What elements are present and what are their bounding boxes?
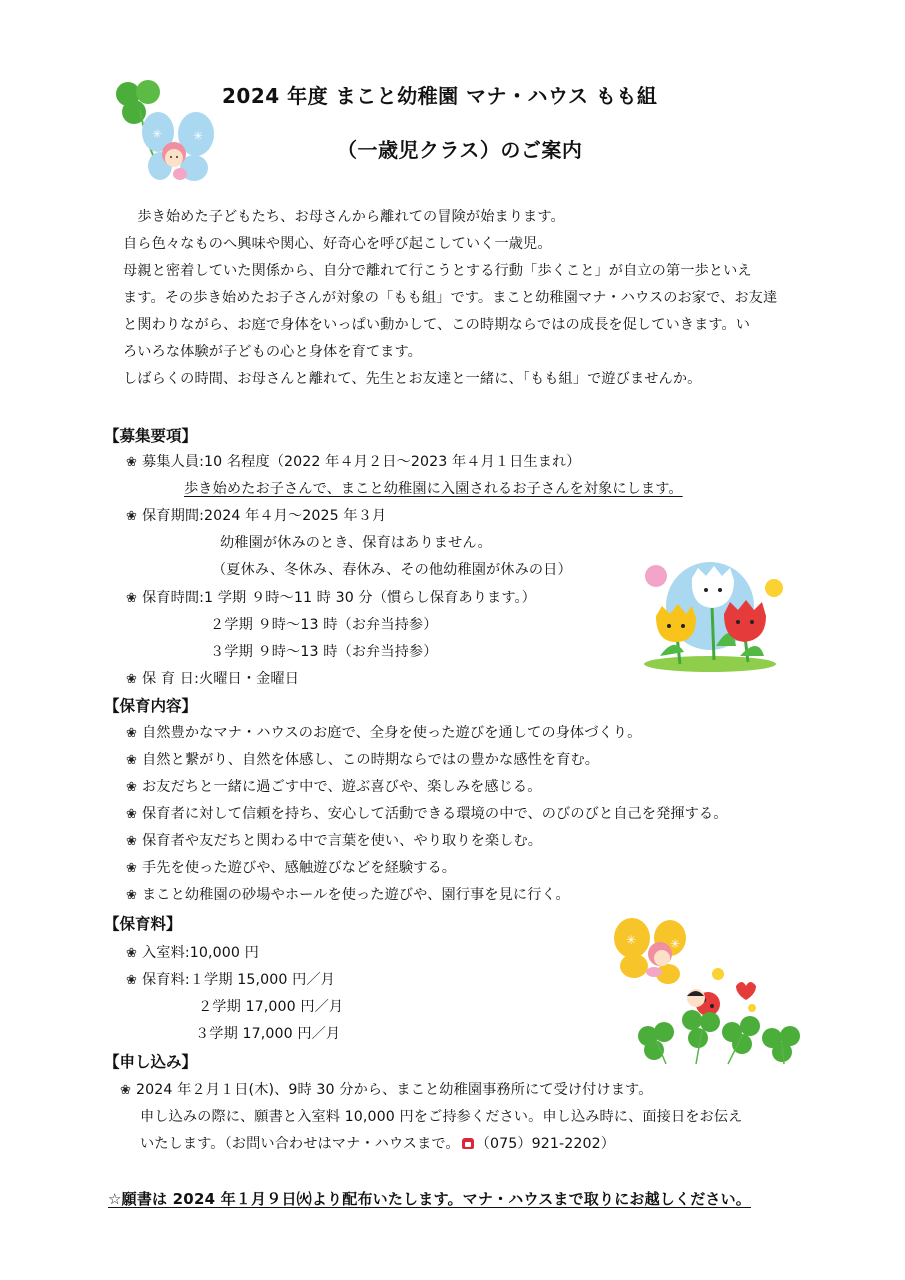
- section-heading-content: 【保育内容】: [104, 697, 198, 715]
- content-list-item: ❀ まこと幼稚園の砂場やホールを使った遊びや、園行事を見に行く。: [126, 882, 728, 909]
- section-heading-fees: 【保育料】: [104, 915, 182, 933]
- svg-text:✳: ✳: [193, 129, 204, 143]
- flower-bullet-icon: ❀: [126, 807, 137, 822]
- recruitment-hours-term3: ３学期 ９時～13 時（お弁当持参）: [210, 644, 438, 660]
- flower-bullet-icon: ❀: [126, 780, 137, 795]
- phone-number: （075）921-2202）: [475, 1136, 616, 1152]
- clover-butterfly-illustration: [108, 74, 218, 186]
- tulips-illustration: [640, 556, 785, 674]
- flower-bullet-icon: ❀: [126, 455, 137, 470]
- flower-bullet-icon: ❀: [126, 753, 137, 768]
- flower-bullet-icon: ❀: [120, 1083, 131, 1098]
- section-heading-recruitment: 【募集要項】: [104, 427, 198, 445]
- flower-bullet-icon: ❀: [126, 973, 137, 988]
- svg-text:✳: ✳: [670, 937, 681, 951]
- flower-bullet-icon: ❀: [126, 509, 137, 524]
- butterfly-ladybug-illustration: [608, 908, 803, 1068]
- intro-line: 歩き始めた子どもたち、お母さんから離れての冒険が始まります。: [123, 209, 565, 225]
- intro-line: しばらくの時間、お母さんと離れて、先生とお友達と一緒に、「もも組」で遊びませんか。: [123, 371, 702, 387]
- fees-tuition: ❀ 保育料:１学期 15,000 円／月: [126, 967, 335, 994]
- content-list: [126, 720, 728, 909]
- svg-text:✳: ✳: [626, 933, 637, 947]
- application-form-notice: ☆願書は 2024 年１月９日㈫より配布いたします。マナ・ハウスまで取りにお越しください。: [108, 1190, 751, 1208]
- intro-paragraph: [123, 204, 777, 393]
- content-list-item: ❀ 保育者に対して信頼を持ち、安心して活動できる環境の中で、のびのびと自己を発揮する。: [126, 801, 728, 828]
- content-list-item: ❀ 自然豊かなマナ・ハウスのお庭で、全身を使った遊びを通しての身体づくり。: [126, 720, 728, 747]
- recruitment-period: ❀ 保育期間:2024 年４月～2025 年３月: [126, 503, 386, 530]
- flower-bullet-icon: ❀: [126, 834, 137, 849]
- application-date: ❀ 2024 年２月１日(木)、9時 30 分から、まこと幼稚園事務所にて受け付けます。: [120, 1077, 652, 1104]
- intro-line: 母親と密着していた関係から、自分で離れて行こうとする行動「歩くこと」が自立の第一歩といえ: [123, 263, 752, 279]
- content-list-item: ❀ 自然と繋がり、自然を体感し、この時期ならではの豊かな感性を育む。: [126, 747, 728, 774]
- section-heading-application: 【申し込み】: [104, 1053, 198, 1071]
- recruitment-hours: ❀ 保育時間:1 学期 ９時～11 時 30 分（慣らし保育あります。）: [126, 585, 536, 612]
- content-list-item: ❀ 保育者や友だちと関わる中で言葉を使い、やり取りを楽しむ。: [126, 828, 728, 855]
- recruitment-hours-term2: ２学期 ９時～13 時（お弁当持参）: [210, 617, 438, 633]
- application-instructions: 申し込みの際に、願書と入室料 10,000 円をご持参ください。申し込み時に、面接日をお伝え: [140, 1109, 743, 1125]
- intro-line: と関わりながら、お庭で身体をいっぱい動かして、この時期ならではの成長を促していきます。い: [123, 317, 751, 333]
- recruitment-period-note: （夏休み、冬休み、春休み、その他幼稚園が休みの日）: [212, 562, 572, 578]
- page-subtitle: （一歳児クラス）のご案内: [337, 138, 583, 162]
- flower-bullet-icon: ❀: [126, 946, 137, 961]
- content-list-item: ❀ 手先を使った遊びや、感触遊びなどを経験する。: [126, 855, 728, 882]
- svg-text:✳: ✳: [152, 127, 163, 141]
- recruitment-capacity: ❀ 募集人員:10 名程度（2022 年４月２日～2023 年４月１日生まれ）: [126, 449, 581, 476]
- flower-bullet-icon: ❀: [126, 726, 137, 741]
- intro-line: ます。その歩き始めたお子さんが対象の「もも組」です。まこと幼稚園マナ・ハウスのお家で、お友達: [123, 290, 778, 306]
- application-contact: いたします。（お問い合わせはマナ・ハウスまで。 （075）921-2202）: [140, 1136, 616, 1152]
- content-list-item: ❀ お友だちと一緒に過ごす中で、遊ぶ喜びや、楽しみを感じる。: [126, 774, 728, 801]
- flower-bullet-icon: ❀: [126, 591, 137, 606]
- fees-admission: ❀ 入室料:10,000 円: [126, 940, 259, 967]
- recruitment-days: ❀ 保 育 日:火曜日・金曜日: [126, 666, 299, 693]
- flower-bullet-icon: ❀: [126, 861, 137, 876]
- fees-tuition-term3: ３学期 17,000 円／月: [195, 1026, 341, 1042]
- flower-bullet-icon: ❀: [126, 888, 137, 903]
- recruitment-capacity-note: 歩き始めたお子さんで、まこと幼稚園に入園されるお子さんを対象にします。: [184, 481, 683, 497]
- flower-bullet-icon: ❀: [126, 672, 137, 687]
- fees-tuition-term2: ２学期 17,000 円／月: [198, 999, 344, 1015]
- intro-line: 自ら色々なものへ興味や関心、好奇心を呼び起こしていく一歳児。: [123, 236, 552, 252]
- recruitment-period-note: 幼稚園が休みのとき、保育はありません。: [220, 535, 492, 551]
- phone-icon: [462, 1138, 474, 1149]
- page-title: 2024 年度 まこと幼稚園 マナ・ハウス もも組: [222, 84, 658, 108]
- intro-line: ろいろな体験が子どもの心と身体を育てます。: [123, 344, 422, 360]
